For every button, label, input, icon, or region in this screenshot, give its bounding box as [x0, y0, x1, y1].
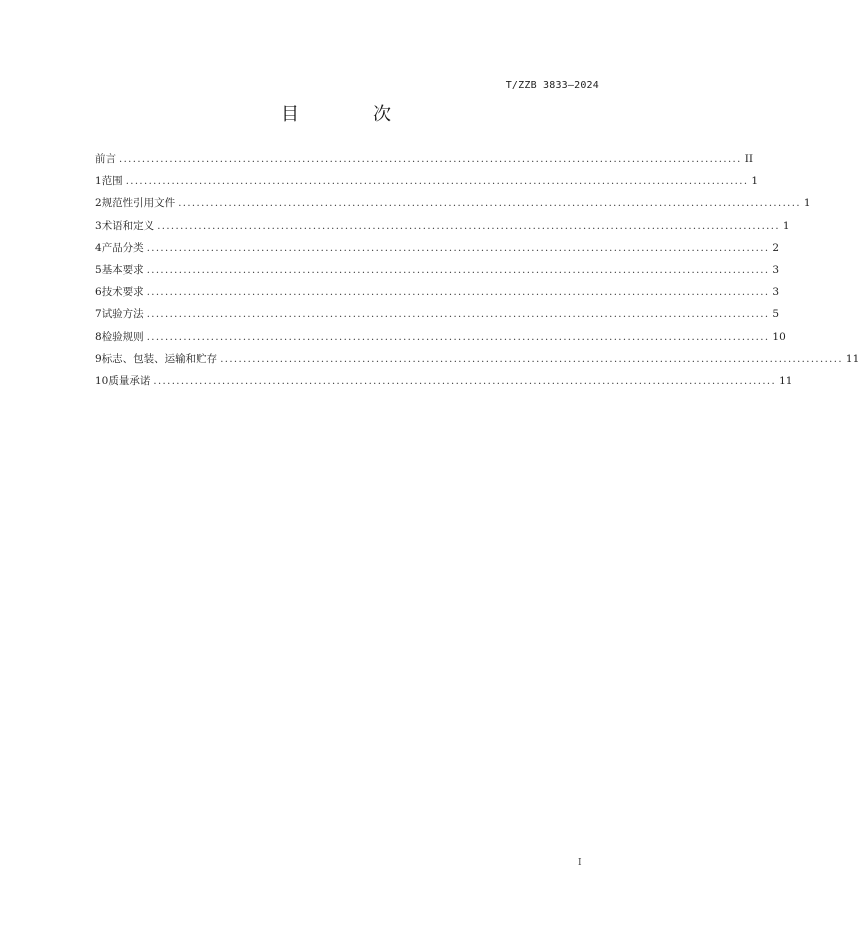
toc-entry-number: 2: [95, 197, 102, 210]
toc-entry-page: 5: [772, 308, 780, 321]
toc-entry-3[interactable]: [95, 215, 790, 237]
toc-entry-page: 10: [772, 330, 786, 343]
toc-entry-label: 前言: [95, 153, 116, 165]
table-of-contents: [95, 148, 859, 392]
toc-entry-4[interactable]: [95, 237, 780, 259]
page-number: I: [578, 858, 582, 868]
toc-entry-page: 3: [772, 286, 780, 299]
toc-entry-label: 试验方法: [101, 308, 144, 321]
toc-entry-label: 产品分类: [101, 241, 144, 254]
toc-entry-page: 1: [803, 197, 811, 210]
toc-entry-7[interactable]: [95, 303, 780, 325]
toc-entry-label: 范围: [101, 175, 123, 188]
toc-entry-page: 1: [782, 219, 790, 232]
toc-leader-dots: ........................................................................................................................................: [146, 242, 770, 254]
toc-leader-dots: ........................................................................................................................................: [146, 331, 770, 343]
toc-entry-foreword[interactable]: [95, 148, 754, 170]
toc-entry-number: 4: [95, 241, 102, 254]
toc-entry-number: 1: [95, 175, 102, 188]
toc-entry-label: 检验规则: [101, 330, 144, 343]
toc-entry-1[interactable]: [95, 170, 759, 192]
toc-entry-8[interactable]: [95, 326, 786, 348]
toc-entry-label: 规范性引用文件: [101, 197, 176, 210]
toc-leader-dots: ........................................................................................................................................: [178, 198, 801, 210]
toc-leader-dots: ........................................................................................................................................: [146, 309, 770, 321]
toc-entry-2[interactable]: [95, 192, 811, 214]
toc-entry-label: 术语和定义: [101, 219, 155, 232]
toc-entry-number: 3: [95, 219, 102, 232]
standard-code: T/ZZB 3833—2024: [505, 80, 599, 91]
toc-entry-label: 质量承诺: [108, 374, 151, 387]
toc-leader-dots: ........................................................................................................................................: [220, 353, 843, 365]
toc-entry-number: 7: [95, 308, 102, 321]
toc-entry-page: 11: [779, 374, 793, 387]
toc-leader-dots: ........................................................................................................................................: [146, 264, 770, 276]
toc-entry-6[interactable]: [95, 281, 780, 303]
toc-entry-number: 9: [95, 352, 102, 365]
toc-entry-page: II: [744, 153, 754, 165]
toc-entry-page: 11: [845, 352, 859, 365]
toc-leader-dots: ........................................................................................................................................: [125, 176, 749, 188]
toc-entry-9[interactable]: [95, 348, 859, 370]
toc-title: 目 次: [281, 104, 419, 125]
toc-entry-label: 标志、包装、运输和贮存: [101, 352, 218, 365]
toc-entry-page: 1: [751, 175, 759, 188]
toc-entry-page: 2: [772, 241, 780, 254]
toc-entry-number: 5: [95, 263, 102, 276]
toc-leader-dots: ........................................................................................................................................: [157, 220, 780, 232]
toc-entry-label: 技术要求: [101, 286, 144, 299]
toc-entry-5[interactable]: [95, 259, 780, 281]
toc-entry-number: 10: [95, 374, 109, 387]
toc-leader-dots: ........................................................................................................................................: [146, 287, 770, 299]
toc-leader-dots: ........................................................................................................................................: [119, 154, 742, 165]
toc-entry-10[interactable]: [95, 370, 793, 392]
toc-entry-number: 8: [95, 330, 102, 343]
toc-entry-number: 6: [95, 286, 102, 299]
toc-entry-page: 3: [772, 263, 780, 276]
toc-entry-label: 基本要求: [101, 263, 144, 276]
toc-leader-dots: ........................................................................................................................................: [153, 375, 777, 387]
